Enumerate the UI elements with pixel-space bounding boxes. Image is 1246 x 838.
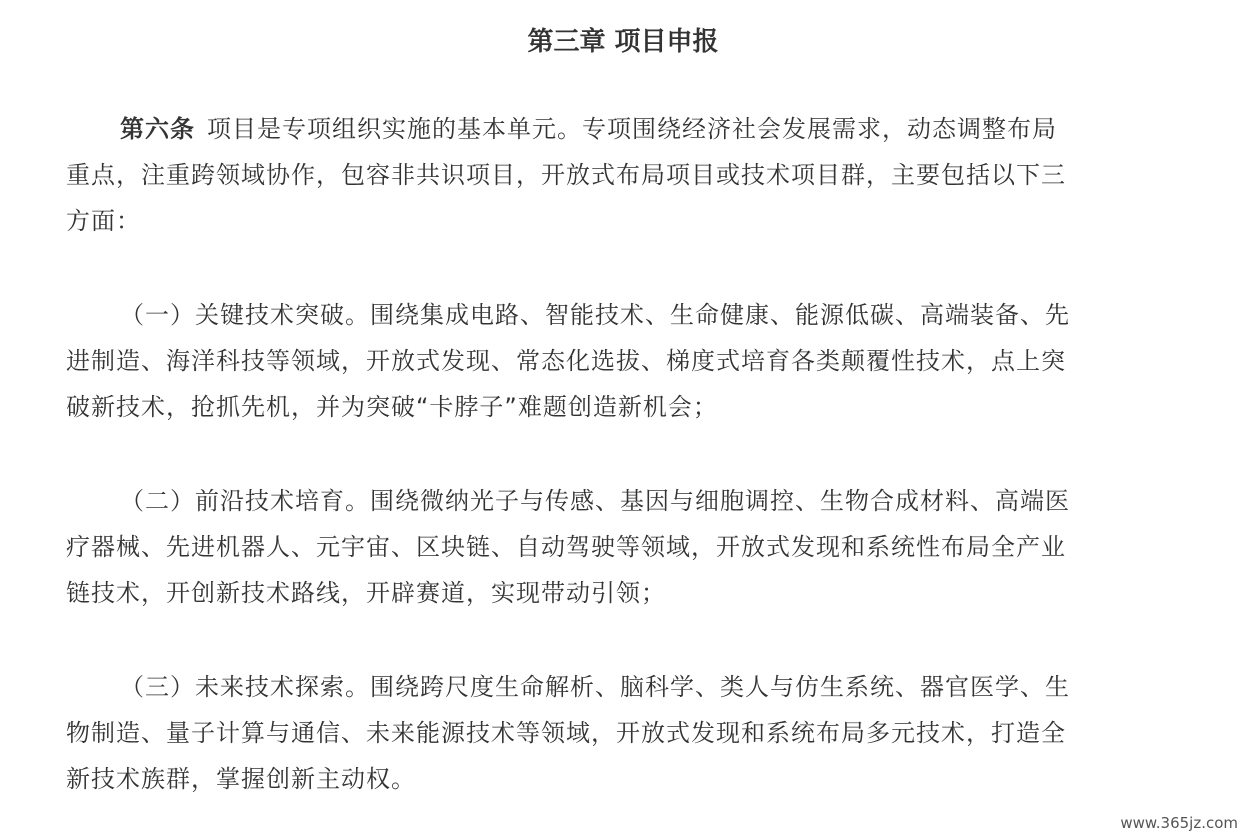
watermark: www.365jz.com (1120, 814, 1238, 832)
item-2-line-1: （二）前沿技术培育。围绕微纳光子与传感、基因与细胞调控、生物合成材料、高端医 (120, 487, 1070, 515)
article-6-line-3: 方面： (66, 207, 141, 235)
item-1-line-2: 进制造、海洋科技等领域，开放式发现、常态化选拔、梯度式培育各类颠覆性技术，点上突 (66, 347, 1066, 375)
item-3-paragraph (66, 664, 1186, 802)
item-1-paragraph (66, 292, 1186, 430)
item-2-paragraph (66, 478, 1186, 616)
item-1-line-3: 破新技术，抢抓先机，并为突破“卡脖子”难题创造新机会； (66, 393, 718, 421)
article-6-line-1 (66, 106, 1186, 152)
item-3-line-3: 新技术族群，掌握创新主动权。 (66, 765, 416, 793)
article-label: 第六条 (120, 115, 195, 143)
item-1-line-1: （一）关键技术突破。围绕集成电路、智能技术、生命健康、能源低碳、高端装备、先 (120, 301, 1070, 329)
article-6-paragraph (66, 106, 1186, 244)
item-3-line-2: 物制造、量子计算与通信、未来能源技术等领域，开放式发现和系统布局多元技术，打造全 (66, 719, 1066, 747)
chapter-title: 第三章 项目申报 (527, 27, 719, 57)
article-6-text: 项目是专项组织实施的基本单元。专项围绕经济社会发展需求，动态调整布局 (207, 115, 1057, 143)
item-2-line-2: 疗器械、先进机器人、元宇宙、区块链、自动驾驶等领域，开放式发现和系统性布局全产业 (66, 533, 1066, 561)
item-2-line-3: 链技术，开创新技术路线，开辟赛道，实现带动引领； (66, 579, 666, 607)
item-3-line-1: （三）未来技术探索。围绕跨尺度生命解析、脑科学、类人与仿生系统、器官医学、生 (120, 673, 1070, 701)
article-6-line-2: 重点，注重跨领域协作，包容非共识项目，开放式布局项目或技术项目群，主要包括以下三 (66, 161, 1066, 189)
